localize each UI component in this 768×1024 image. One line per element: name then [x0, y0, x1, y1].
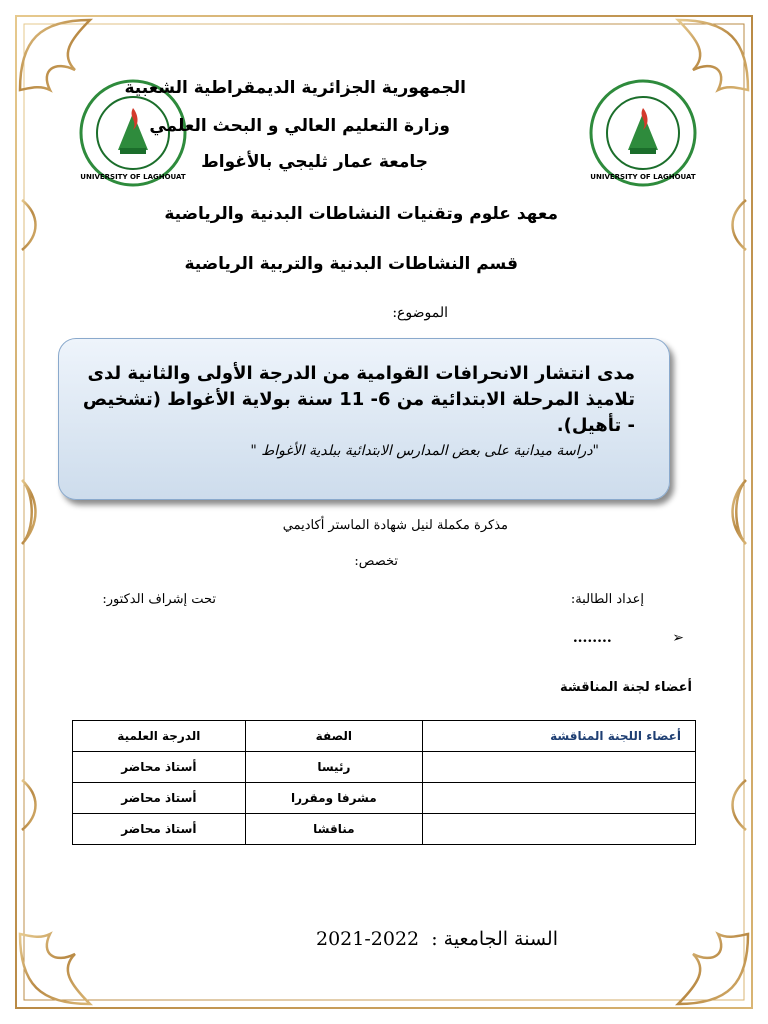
student-name-placeholder: ........	[572, 630, 612, 646]
table-row	[73, 783, 696, 814]
cell-rank: أستاذ محاضر	[73, 752, 246, 783]
committee-table	[72, 720, 696, 845]
header-rank: الدرجة العلمية	[73, 721, 246, 752]
header-university: جامعة عمار ثليجي بالأغواط	[201, 152, 428, 172]
header-department: قسم النشاطات البدنية والتربية الرياضية	[184, 254, 518, 274]
logo-text-en: UNIVERSITY OF LAGHOUAT	[80, 173, 186, 181]
committee-title: أعضاء لجنة المناقشة	[559, 680, 692, 695]
cell-member	[423, 752, 696, 783]
cell-rank: أستاذ محاضر	[73, 783, 246, 814]
prepared-by-label: إعداد الطالبة:	[570, 592, 644, 607]
specialty-label: تخصص:	[354, 554, 398, 569]
header-members: أعضاء اللجنة المناقشة	[423, 721, 696, 752]
university-logo-right	[588, 78, 698, 188]
cell-role: مناقشا	[245, 814, 422, 845]
academic-year-label: السنة الجامعية :	[431, 928, 558, 950]
table-row	[73, 752, 696, 783]
header-role: الصفة	[245, 721, 422, 752]
thesis-subtitle: "دراسة ميدانية على بعض المدارس الابتدائية ببلدية الأغواط "	[250, 443, 599, 459]
memo-text: مذكرة مكملة لنيل شهادة الماستر أكاديمي	[282, 518, 508, 533]
header-republic: الجمهورية الجزائرية الديمقراطية الشعبية	[124, 78, 466, 98]
thesis-title: مدى انتشار الانحرافات القوامية من الدرجة الأولى والثانية لدى تلاميذ المرحلة الابتدائية من 6- 11 سنة بولاية الأغواط (تشخيص - تأهيل).	[82, 363, 635, 436]
header-ministry: وزارة التعليم العالي و البحث العلمي	[149, 116, 450, 136]
header-institute: معهد علوم وتقنيات النشاطات البدنية والرياضية	[164, 204, 558, 224]
supervisor-label: تحت إشراف الدكتور:	[102, 592, 216, 607]
table-header-row	[73, 721, 696, 752]
academic-year	[316, 928, 558, 950]
student-bullet	[573, 630, 684, 646]
subject-label: الموضوع:	[392, 305, 448, 321]
subject-box	[58, 338, 670, 500]
cell-role: مشرفا ومقررا	[245, 783, 422, 814]
cell-member	[423, 814, 696, 845]
cell-rank: أستاذ محاضر	[73, 814, 246, 845]
cell-role: رئيسا	[245, 752, 422, 783]
bullet-arrow-icon: ➢	[672, 630, 684, 646]
table-row	[73, 814, 696, 845]
logo-text-en: UNIVERSITY OF LAGHOUAT	[590, 173, 696, 181]
cell-member	[423, 783, 696, 814]
academic-year-value: 2021-2022	[316, 928, 420, 950]
